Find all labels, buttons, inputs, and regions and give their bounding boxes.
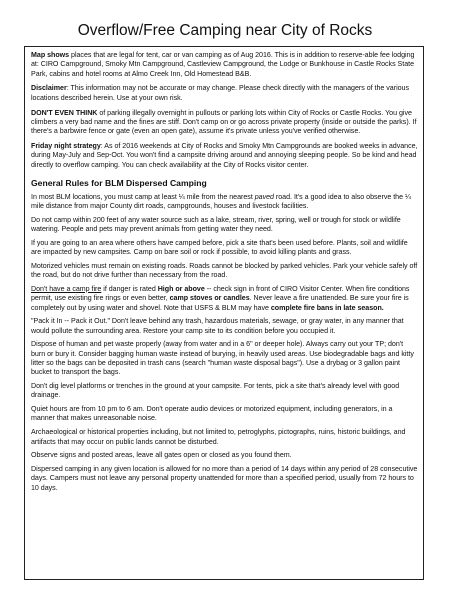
map-info-text: places that are legal for tent, car or van camping as of Aug 2016. This is in addition to reserve-able fee lodging at: CIRO Campground, Smoky Mtn Campground, Castleview Campground, the Lodge or Bunkhouse in Castle Rocks State Park, cabins and hotel rooms at Almo Creek Inn, Old Homestead B&B. xyxy=(31,51,415,78)
map-info-paragraph xyxy=(31,51,418,79)
friday-strategy-lead: Friday night strategy xyxy=(31,142,101,151)
rule-campfire-stoves: camp stoves or candles xyxy=(169,294,250,303)
warning-text: of parking illegally overnight in pullouts or parking lots within City of Rocks or Castle Rocks. You give climbers a very bad name and the fines are stiff. Don't camp on or go across private property (inside or outside the parks). If there's a barbwire fence or gate (even an open gate), assume it's private unless you've verified otherwise. xyxy=(31,108,417,136)
rule-vehicles: Motorized vehicles must remain on existing roads. Roads cannot be blocked by parked vehicles. Park your vehicle safely off the road, but do not drive further than necessary from the road. xyxy=(31,261,418,280)
rule-no-digging: Don't dig level platforms or trenches in the ground at your campsite. For tents, pick a site that's already level with good drainage. xyxy=(31,382,400,400)
disclaimer-lead: Disclaimer xyxy=(31,84,67,93)
warning-lead: DON'T EVEN THINK xyxy=(31,108,98,117)
content-box xyxy=(24,46,424,580)
rule-water-source: Do not camp within 200 feet of any water source such as a lake, stream, river, spring, well or trough for stock or wildlife watering. People and pets may prevent animals from getting water they need. xyxy=(31,215,401,233)
disclaimer-text: : This information may not be accurate or may change. Please check directly with the managers of the various locations described herein. Use at your own risk. xyxy=(31,84,410,102)
rule-distance xyxy=(31,193,418,212)
rule-campfire-text-f: . Never leave a fire unattended. Be sure your fire is completely out by using water and shovel. Note that USFS & BLM may have xyxy=(31,294,409,312)
rule-signs-gates: Observe signs and posted areas, leave all gates open or closed as you found them. xyxy=(31,451,292,460)
rule-quiet-hours: Quiet hours are from 10 pm to 6 am. Don't operate audio devices or motorized equipment, including generators, in a manner that makes unreasonable noise. xyxy=(31,405,393,423)
rule-campfire-text-b: if danger is rated xyxy=(101,284,158,293)
intro-section xyxy=(31,51,418,170)
friday-strategy-paragraph xyxy=(31,142,418,170)
rule-waste-disposal: Dispose of human and pet waste properly (away from water and in a 6" or deeper hole). Always carry out your TP; don't burn or bury it. Consider bagging human waste instead of burying, in heavily used areas. Use biodegradable bags and kitty litter so the bags can be deposited in trash cans (search "human waste disposal bags"). Use a drybag or 3 gallon paint bucket to transport the bags. xyxy=(31,340,414,377)
rule-distance-emphasis: paved xyxy=(254,192,274,201)
rule-archaeology: Archaeological or historical properties including, but not limited to, petroglyphs, pictographs, ruins, historic buildings, and artifacts that may occur on public lands cannot be disturbed. xyxy=(31,428,406,446)
rule-campfire-text-d: -- check sign in front of CIRO Visitor Center. When fire conditions permit, use existing fire rings or even better, xyxy=(31,284,410,303)
disclaimer-paragraph xyxy=(31,84,418,103)
rule-campfire-high: High or above xyxy=(157,284,205,293)
rules-heading: General Rules for BLM Dispersed Camping xyxy=(31,178,207,189)
rule-campfire-lead: Don't have a camp fire xyxy=(31,284,102,293)
rule-stay-limit: Dispersed camping in any given location is allowed for no more than a period of 14 days within any period of 28 consecutive days. Campers must not leave any personal property unattended for more than a specified period, usually from 72 hours to 10 days. xyxy=(31,465,418,492)
rule-pack-out: "Pack it In -- Pack it Out." Don't leave behind any trash, hazardous materials, sewage, or gray water, in any manner that would pollute the surrounding area. Restore your camp site to its condition before you occupied it. xyxy=(31,317,404,335)
rule-existing-sites: If you are going to an area where others have camped before, pick a site that's been used before. Plants, soil and wildlife are impacted by new campsites. Camp on bare soil or rock if possible, to avoid killing plants and grass. xyxy=(31,238,408,257)
rule-distance-text-b: road. It's a good idea to also observe the ¼ mile distance from major County dirt roads, campgrounds, houses and livestock facilities. xyxy=(31,192,411,210)
rule-campfire xyxy=(31,285,418,313)
friday-strategy-text: : As of 2016 weekends at City of Rocks and Smoky Mtn Campgrounds are booked weeks in advance, during May-July and Sep-Oct. You won't find a campsite driving around and annoying sleeping people. So be kind and head directly to overflow camping. You can check availability at the City of Rocks visitor center. xyxy=(31,142,418,169)
map-info-lead: Map shows xyxy=(31,51,70,59)
rule-distance-text-a: In most BLM locations, you must camp at least ¼ mile from the nearest xyxy=(31,192,255,201)
page-title: Overflow/Free Camping near City of Rocks xyxy=(77,22,373,39)
warning-paragraph xyxy=(31,109,418,137)
rule-campfire-bans: complete fire bans in late season. xyxy=(270,303,384,312)
